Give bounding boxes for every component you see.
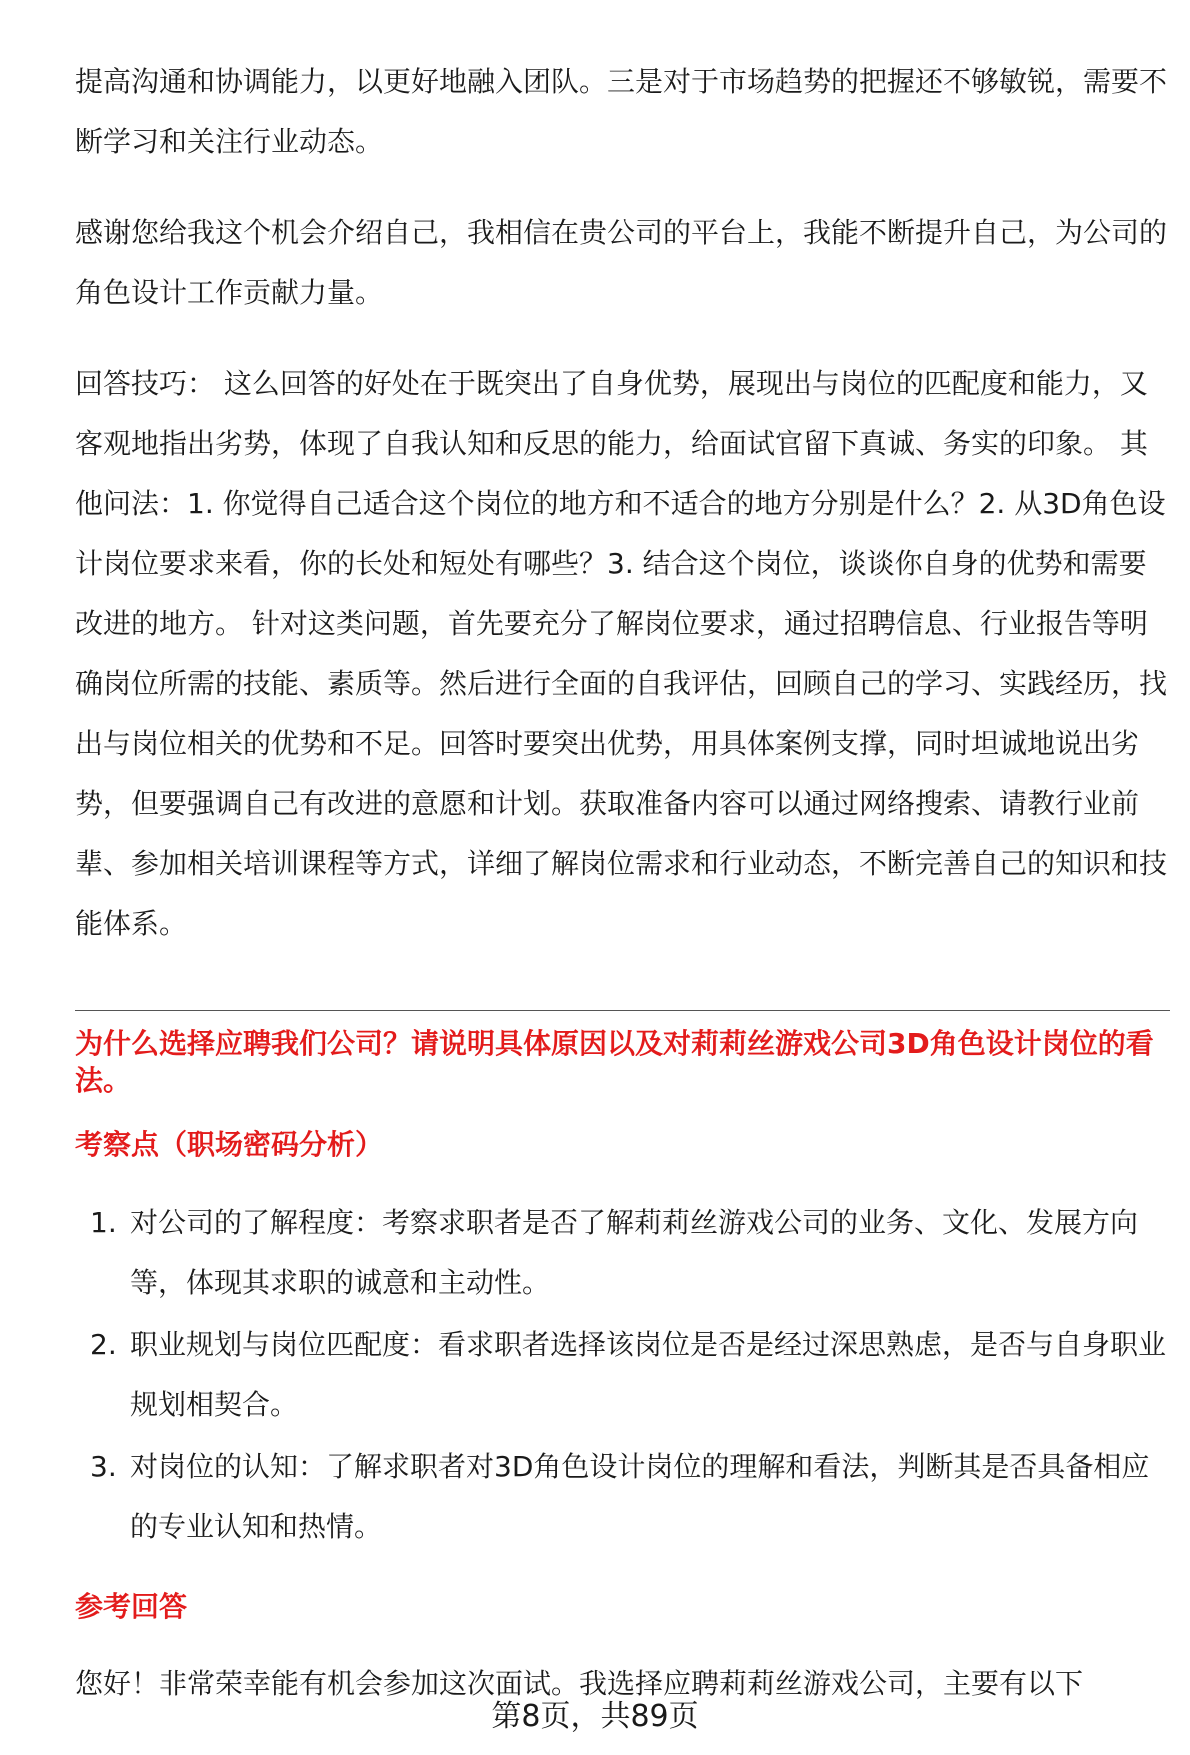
list-item xyxy=(75,1315,1170,1435)
question-heading: 为什么选择应聘我们公司？请说明具体原因以及对莉莉丝游戏公司3D角色设计岗位的看法。 xyxy=(75,1027,1154,1097)
list-item-text: 职业规划与岗位匹配度：看求职者选择该岗位是否是经过深思熟虑，是否与自身职业规划相契合。 xyxy=(130,1328,1167,1421)
body-text xyxy=(75,52,1170,954)
page-number-footer: 第8页，共89页 xyxy=(491,1699,699,1734)
list-item xyxy=(75,1193,1170,1313)
paragraph-answer-tips: 回答技巧： 这么回答的好处在于既突出了自身优势，展现出与岗位的匹配度和能力，又客观地指出劣势，体现了自我认知和反思的能力，给面试官留下真诚、务实的印象。 其他问法：1. 你觉得自己适合这个岗位的地方和不适合的地方分别是什么？2. 从3D角色设计岗位要求来看，你的长处和短处有哪些？3. 结合这个岗位，谈谈你自身的优势和需要改进的地方。 针对这类问题，首先要充分了解岗位要求，通过招聘信息、行业报告等明确岗位所需的技能、素质等。然后进行全面的自我评估，回顾自己的学习、实践经历，找出与岗位相关的优势和不足。回答时要突出优势，用具体案例支撑，同时坦诚地说出劣势，但要强调自己有改进的意愿和计划。获取准备内容可以通过网络搜索、请教行业前辈、参加相关培训课程等方式，详细了解岗位需求和行业动态，不断完善自己的知识和技能体系。 xyxy=(75,367,1168,940)
list-item-number: 3. xyxy=(90,1450,117,1483)
paragraph-weakness-end: 提高沟通和协调能力，以更好地融入团队。三是对于市场趋势的把握还不够敏锐，需要不断学习和关注行业动态。 xyxy=(75,65,1168,158)
list-item-number: 1. xyxy=(90,1206,117,1239)
reference-answer-text: 您好！非常荣幸能有机会参加这次面试。我选择应聘莉莉丝游戏公司，主要有以下 xyxy=(75,1667,1084,1700)
list-item-number: 2. xyxy=(90,1328,117,1361)
reference-answer-heading: 参考回答 xyxy=(75,1590,188,1623)
list-item-text: 对岗位的认知：了解求职者对3D角色设计岗位的理解和看法，判断其是否具备相应的专业认知和热情。 xyxy=(130,1450,1150,1543)
list-item xyxy=(75,1437,1170,1557)
section-divider xyxy=(75,1010,1170,1011)
list-item-text: 对公司的了解程度：考察求职者是否了解莉莉丝游戏公司的业务、文化、发展方向等，体现其求职的诚意和主动性。 xyxy=(130,1206,1139,1299)
paragraph-closing-thanks: 感谢您给我这个机会介绍自己，我相信在贵公司的平台上，我能不断提升自己，为公司的角色设计工作贡献力量。 xyxy=(75,216,1168,309)
analysis-heading: 考察点（职场密码分析） xyxy=(75,1128,384,1161)
assessment-points-list xyxy=(75,1193,1170,1559)
